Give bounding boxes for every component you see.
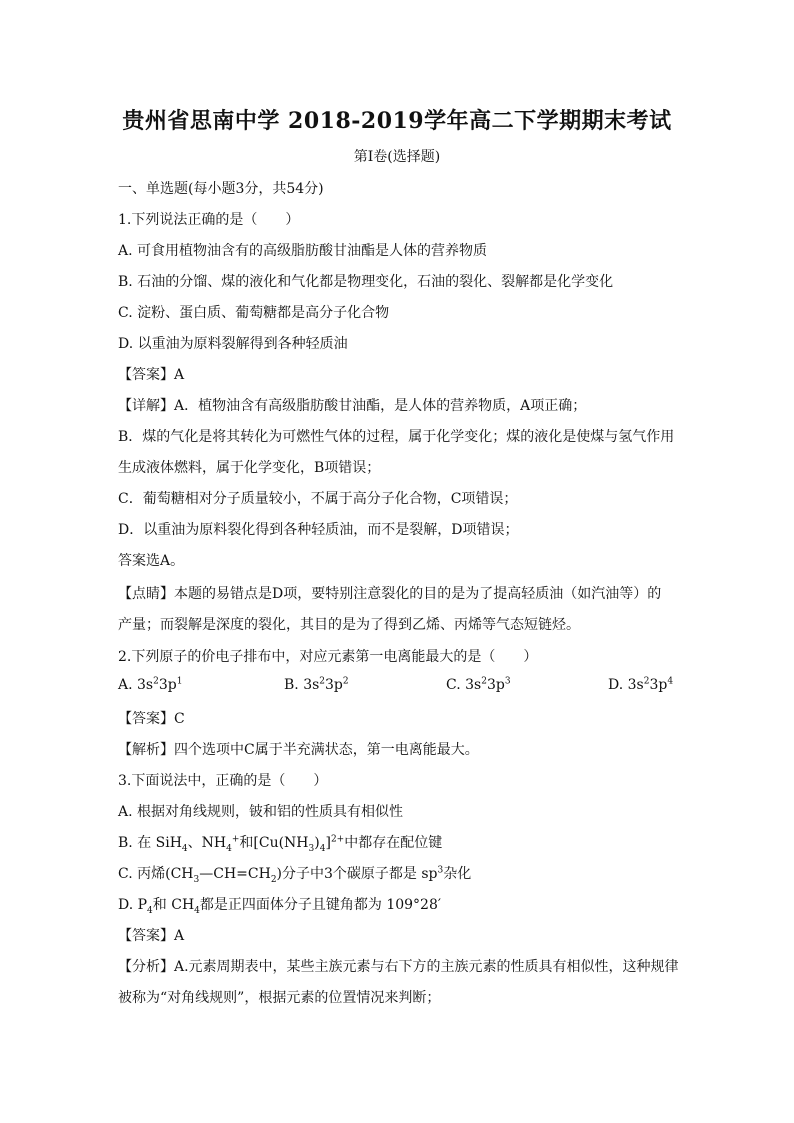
q2-option-d: D. $3s^23p^4$ xyxy=(608,676,674,693)
q3-option-c: C. 丙烯$(CH_3—CH=CH_2)$分子中3个碳原子都是 $sp^3$杂化 xyxy=(118,865,472,885)
q2-answer: 【答案】C xyxy=(118,711,185,727)
q3-answer: 【答案】A xyxy=(118,928,185,944)
q1-option-d: D. 以重油为原料裂解得到各种轻质油 xyxy=(118,336,348,352)
q1-detail-5: D．以重油为原料裂化得到各种轻质油，而不是裂解，D项错误； xyxy=(118,522,519,538)
q3-stem: 3.下面说法中，正确的是（ ） xyxy=(118,773,328,789)
q1-option-b: B. 石油的分馏、煤的液化和气化都是物理变化，石油的裂化、裂解都是化学变化 xyxy=(118,274,614,290)
section-heading: 一、单选题(每小题3分，共54分) xyxy=(118,181,324,197)
q1-note-1: 【点睛】本题的易错点是D项，要特别注意裂化的目的是为了提高轻质油（如汽油等）的 xyxy=(118,586,662,602)
q1-detail-3: 生成液体燃料，属于化学变化，B项错误； xyxy=(118,460,381,476)
q1-note-2: 产量；而裂解是深度的裂化，其目的是为了得到乙烯、丙烯等气态短链烃。 xyxy=(118,617,580,633)
q2-option-c: C. $3s^23p^3$ xyxy=(446,676,511,693)
q3-option-d: D. $P_4$和 $CH_4$都是正四面体分子且键角都为 109°28′ xyxy=(118,897,442,916)
q3-option-a: A. 根据对角线规则，铍和铝的性质具有相似性 xyxy=(118,804,404,820)
q1-detail-2: B．煤的气化是将其转化为可燃性气体的过程，属于化学变化；煤的液化是使煤与氢气作用 xyxy=(118,429,675,445)
q1-detail-1: 【详解】A．植物油含有高级脂肪酸甘油酯，是人体的营养物质，A项正确； xyxy=(118,398,587,414)
page-title: 贵州省思南中学 2018-2019学年高二下学期期末考试 xyxy=(122,108,672,134)
page-subtitle: 第I卷(选择题) xyxy=(353,149,441,165)
q3-analysis-2: 被称为“对角线规则”，根据元素的位置情况来判断； xyxy=(118,990,441,1006)
q1-option-c: C. 淀粉、蛋白质、葡萄糖都是高分子化合物 xyxy=(118,305,390,321)
q3-option-b: B. 在 SiH$_4$、$NH_4^+$和$[Cu(NH_3)_4]^{2+}$中都存在配位键 xyxy=(118,834,443,854)
q2-stem: 2.下列原子的价电子排布中，对应元素第一电离能最大的是（ ） xyxy=(118,649,538,665)
q2-option-a: A. $3s^23p^1$ xyxy=(118,676,183,693)
q1-option-a: A. 可食用植物油含有的高级脂肪酸甘油酯是人体的营养物质 xyxy=(118,243,488,259)
q1-detail-4: C．葡萄糖相对分子质量较小，不属于高分子化合物，C项错误； xyxy=(118,491,518,507)
q1-conclusion: 答案选A。 xyxy=(118,553,185,569)
q1-answer: 【答案】A xyxy=(118,367,185,383)
q2-option-b: B. $3s^23p^2$ xyxy=(284,676,349,693)
q2-analysis: 【解析】四个选项中C属于半充满状态，第一电离能最大。 xyxy=(118,742,479,758)
q1-stem: 1.下列说法正确的是（ ） xyxy=(118,212,300,228)
q3-analysis-1: 【分析】A.元素周期表中，某些主族元素与右下方的主族元素的性质具有相似性，这种规律 xyxy=(118,959,679,975)
